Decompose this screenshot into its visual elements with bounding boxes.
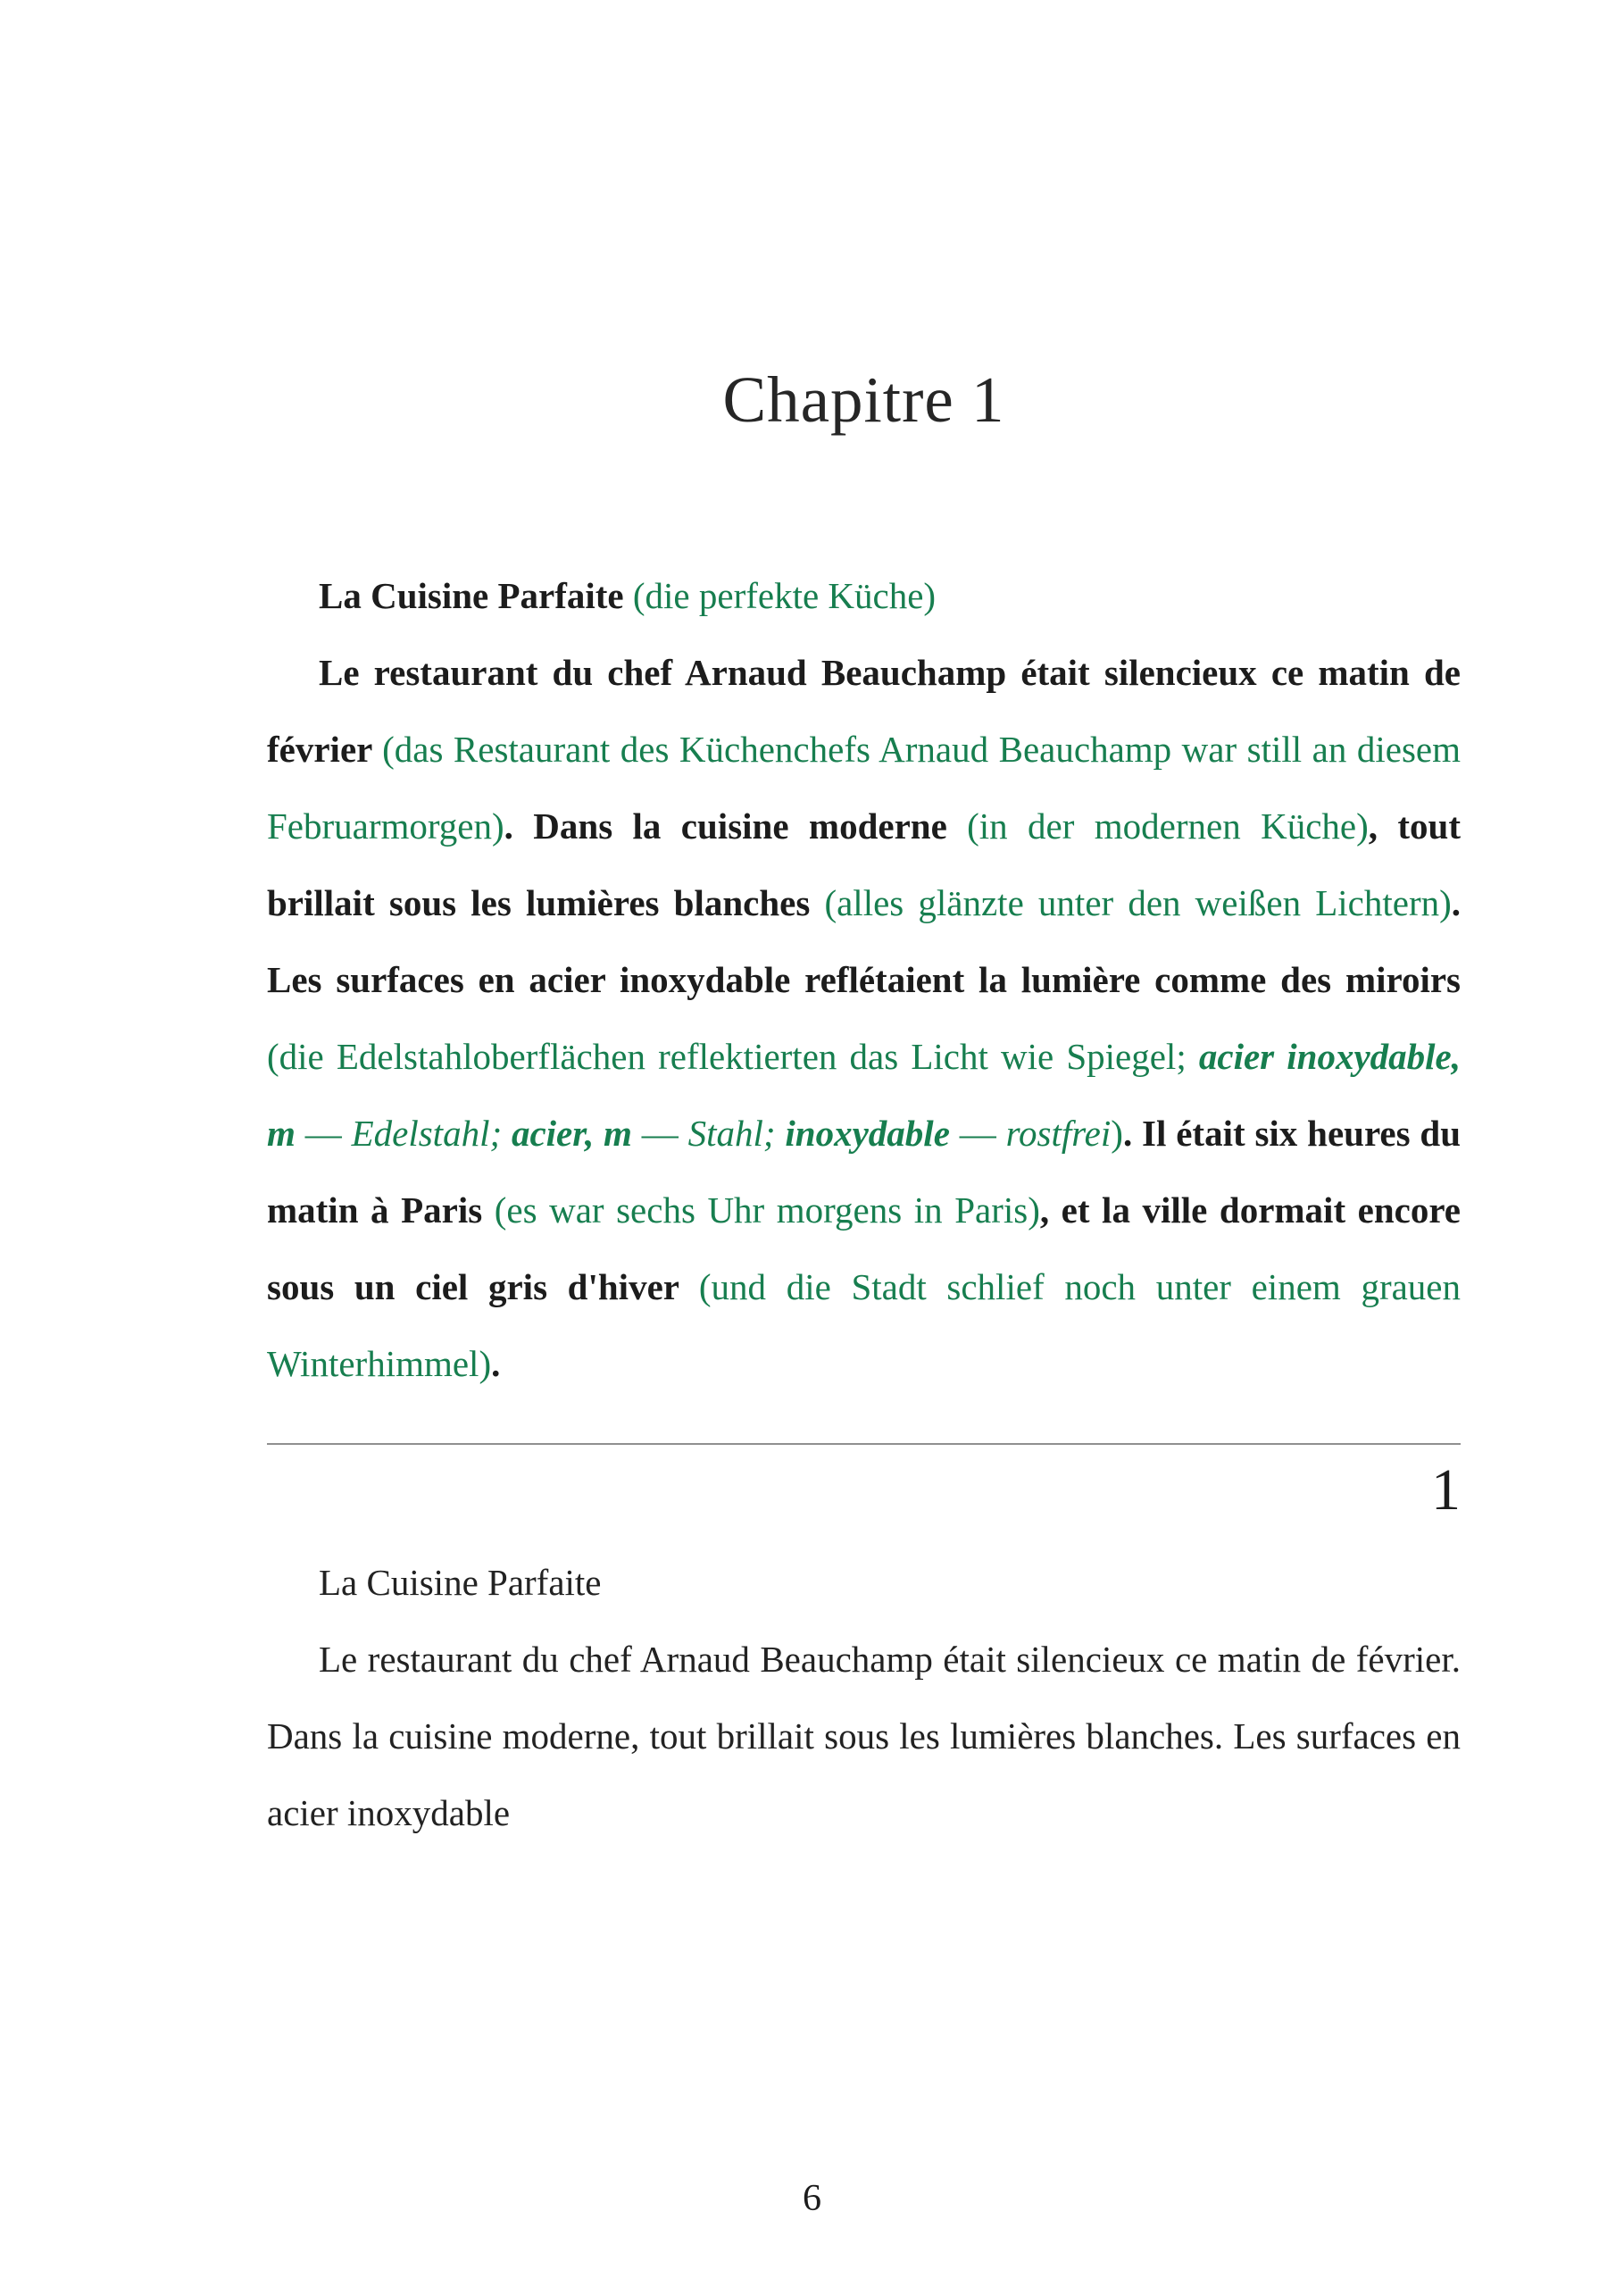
french-text-segment: . Les surfaces en acier inoxydable reflétaient la lumière comme des miroirs [267, 881, 1462, 1000]
french-text-segment: . [491, 1342, 501, 1384]
german-translation-segment: (die perfekte Küche) [632, 574, 937, 616]
german-translation-segment: Stahl; [687, 1112, 786, 1154]
french-text-segment: . Il était six heures du matin à Paris [267, 1112, 1462, 1231]
german-translation-segment: rostfrei [1005, 1112, 1112, 1154]
section-divider [267, 1443, 1461, 1445]
german-translation-segment: — [631, 1112, 688, 1154]
french-text-segment: La Cuisine Parfaite [319, 574, 633, 616]
german-translation-segment: Edelstahl; [351, 1112, 512, 1154]
plain-paragraph: Le restaurant du chef Arnaud Beauchamp était silencieux ce matin de février. Dans la cuisine moderne, tout brillait sous les lumières blanches. Les surfaces en acier inoxydable [267, 1639, 1461, 1834]
german-translation-segment: (die Edelstahloberflächen reflektierten das Licht wie Spiegel; [267, 1035, 1199, 1077]
german-translation-segment: (das Restaurant des Küchenchefs Arnaud Beauchamp war still an diesem Februarmorgen) [267, 728, 1461, 847]
german-translation-segment: (und die Stadt schlief noch unter einem grauen Winterhimmel) [267, 1265, 1461, 1384]
french-text-segment: , tout brillait sous les lumières blanches [267, 805, 1461, 923]
german-translation-segment: acier inoxydable, m [267, 1035, 1461, 1154]
german-translation-segment: ) [1111, 1112, 1123, 1154]
german-translation-segment: (in der modernen Küche) [967, 805, 1369, 847]
section-number: 1 [1431, 1456, 1461, 1523]
german-translation-segment: inoxydable [785, 1112, 950, 1154]
plain-paragraph: La Cuisine Parfaite [319, 1562, 602, 1604]
german-translation-segment: acier, m [511, 1112, 632, 1154]
german-translation-segment: (es war sechs Uhr morgens in Paris) [494, 1189, 1040, 1231]
german-translation-segment: — [949, 1112, 1006, 1154]
bilingual-paragraph [267, 557, 1461, 634]
german-translation-segment: — [295, 1112, 352, 1154]
french-text-segment: , et la ville dormait encore sous un ciel gris d'hiver [267, 1189, 1462, 1307]
page-number: 6 [803, 2178, 821, 2219]
german-translation-segment: (alles glänzte unter den weißen Lichtern) [824, 881, 1452, 923]
chapter-title: Chapitre 1 [722, 363, 1005, 436]
french-text-segment: Le restaurant du chef Arnaud Beauchamp était silencieux ce matin de février [267, 651, 1461, 770]
bilingual-paragraph [267, 634, 1461, 1402]
french-text-segment: . Dans la cuisine moderne [504, 805, 968, 847]
